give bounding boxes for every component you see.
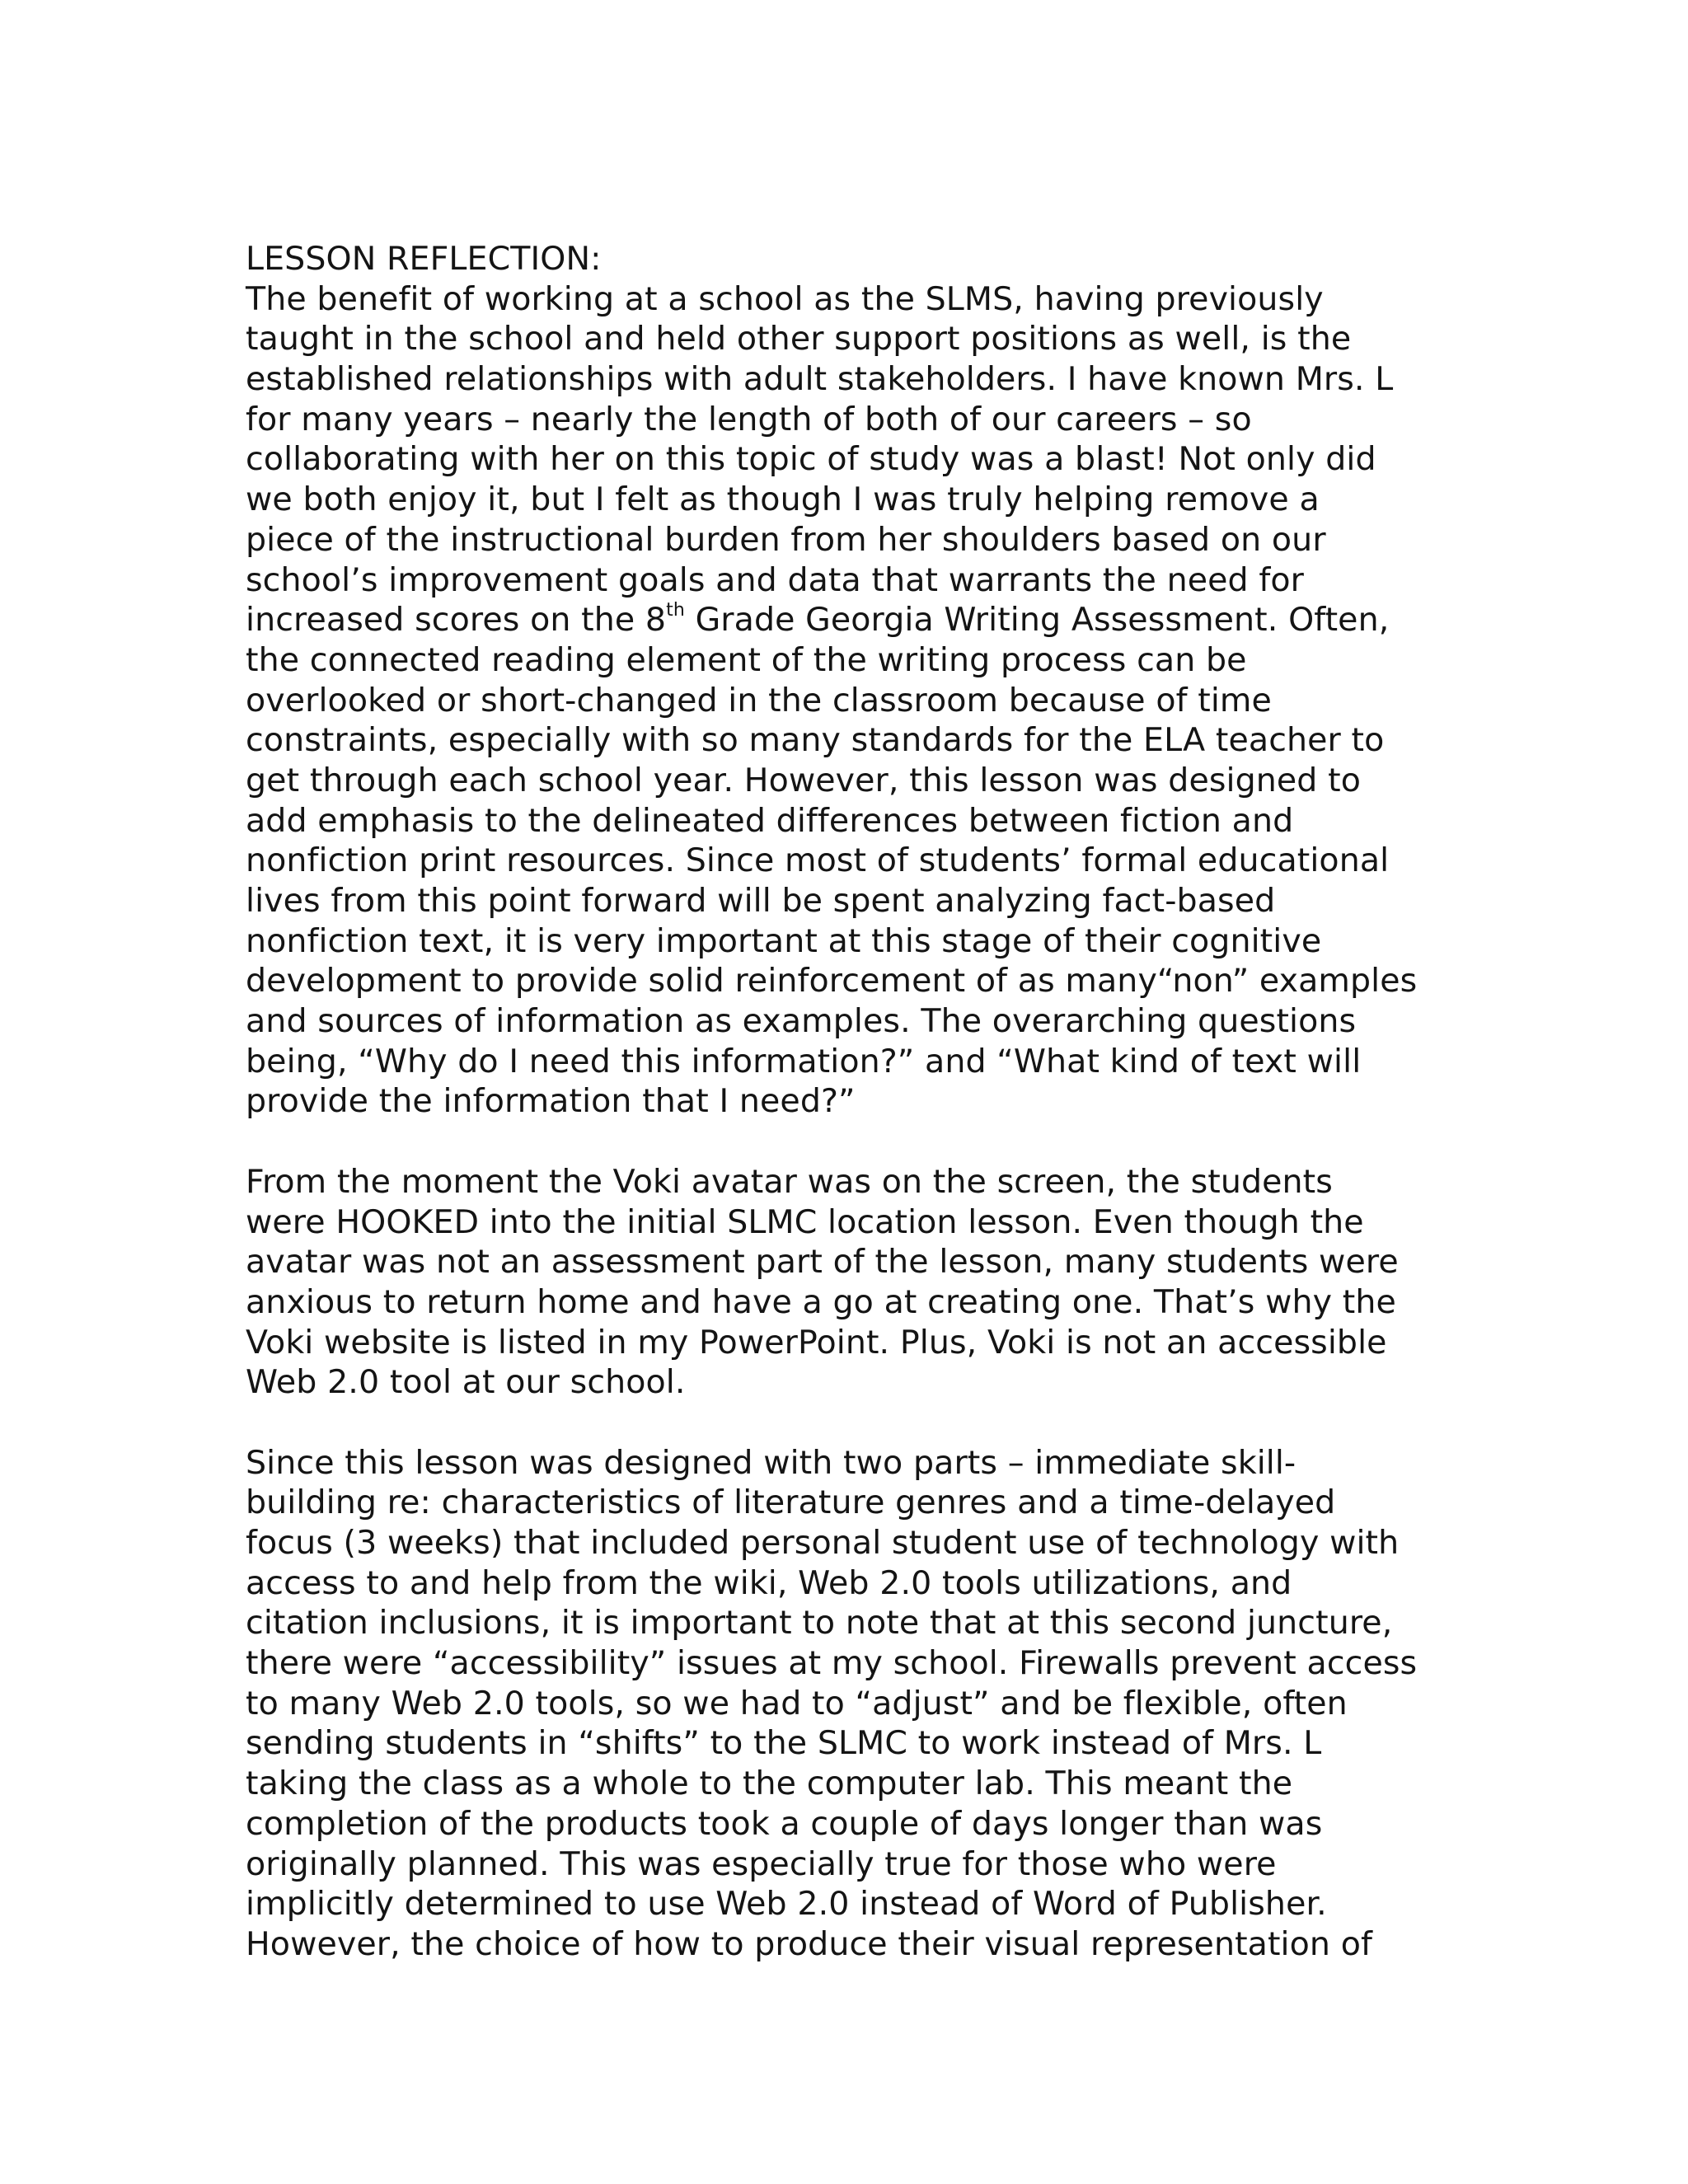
paragraph-3 [246, 1443, 1449, 1965]
text-line: and sources of information as examples. The overarching questions [246, 1002, 1357, 1041]
text-line: Since this lesson was designed with two parts – immediate skill- [246, 1443, 1296, 1482]
text-fragment: Grade Georgia Writing Assessment. Often, [684, 601, 1390, 640]
text-line: were HOOKED into the initial SLMC location lesson. Even though the [246, 1202, 1364, 1241]
paragraph-spacer [246, 1122, 1449, 1162]
paragraph-spacer [246, 1403, 1449, 1443]
text-line: get through each school year. However, this lesson was designed to [246, 761, 1361, 799]
text-line: piece of the instructional burden from her shoulders based on our [246, 520, 1326, 559]
ordinal-suffix: th [666, 600, 685, 621]
text-line: school’s improvement goals and data that warrants the need for [246, 560, 1304, 599]
text-line: collaborating with her on this topic of study was a blast! Not only did [246, 440, 1376, 479]
text-line: completion of the products took a couple of days longer than was [246, 1804, 1323, 1843]
text-fragment: increased scores on the 8 [246, 601, 667, 640]
text-line: there were “accessibility” issues at my school. Firewalls prevent access [246, 1644, 1418, 1683]
text-line: However, the choice of how to produce their visual representation of [246, 1924, 1372, 1963]
text-line: access to and help from the wiki, Web 2.0 tools utilizations, and [246, 1563, 1292, 1602]
text-line: to many Web 2.0 tools, so we had to “adjust” and be flexible, often [246, 1684, 1348, 1722]
document-body [246, 239, 1449, 1965]
text-line: established relationships with adult stakeholders. I have known Mrs. L [246, 360, 1394, 399]
text-line: anxious to return home and have a go at creating one. That’s why the [246, 1282, 1396, 1321]
text-line: nonfiction text, it is very important at this stage of their cognitive [246, 921, 1322, 960]
text-line: being, “Why do I need this information?” and “What kind of text will [246, 1042, 1362, 1080]
text-line: From the moment the Voki avatar was on the screen, the students [246, 1162, 1333, 1201]
text-line: overlooked or short-changed in the classroom because of time [246, 681, 1272, 719]
text-line: for many years – nearly the length of both of our careers – so [246, 400, 1252, 438]
text-line: Voki website is listed in my PowerPoint. Plus, Voki is not an accessible [246, 1323, 1387, 1361]
text-line-with-ordinal [246, 600, 1449, 640]
text-line: constraints, especially with so many standards for the ELA teacher to [246, 721, 1385, 760]
text-line: The benefit of working at a school as the SLMS, having previously [246, 279, 1324, 318]
text-line: development to provide solid reinforcement of as many“non” examples [246, 962, 1418, 1001]
text-line: provide the information that I need?” [246, 1082, 856, 1121]
text-line: taking the class as a whole to the computer lab. This meant the [246, 1765, 1293, 1803]
text-line: avatar was not an assessment part of the lesson, many students were [246, 1243, 1399, 1282]
paragraph-1 [246, 279, 1449, 1122]
text-line: taught in the school and held other support positions as well, is the [246, 320, 1352, 359]
text-line: implicitly determined to use Web 2.0 instead of Word of Publisher. [246, 1885, 1327, 1924]
text-line: building re: characteristics of literature genres and a time-delayed [246, 1483, 1336, 1522]
text-line: we both enjoy it, but I felt as though I was truly helping remove a [246, 480, 1320, 519]
text-line: lives from this point forward will be spent analyzing fact-based [246, 882, 1276, 920]
text-line: originally planned. This was especially true for those who were [246, 1844, 1277, 1883]
text-line: the connected reading element of the writing process can be [246, 640, 1247, 679]
text-line: nonfiction print resources. Since most of students’ formal educational [246, 841, 1390, 880]
text-line: citation inclusions, it is important to note that at this second juncture, [246, 1604, 1393, 1643]
text-line: add emphasis to the delineated differences between fiction and [246, 801, 1294, 840]
text-line: Web 2.0 tool at our school. [246, 1363, 686, 1402]
document-heading: LESSON REFLECTION: [246, 240, 602, 278]
text-line: focus (3 weeks) that included personal student use of technology with [246, 1524, 1400, 1562]
text-line: sending students in “shifts” to the SLMC to work instead of Mrs. L [246, 1724, 1322, 1763]
paragraph-2 [246, 1162, 1449, 1403]
